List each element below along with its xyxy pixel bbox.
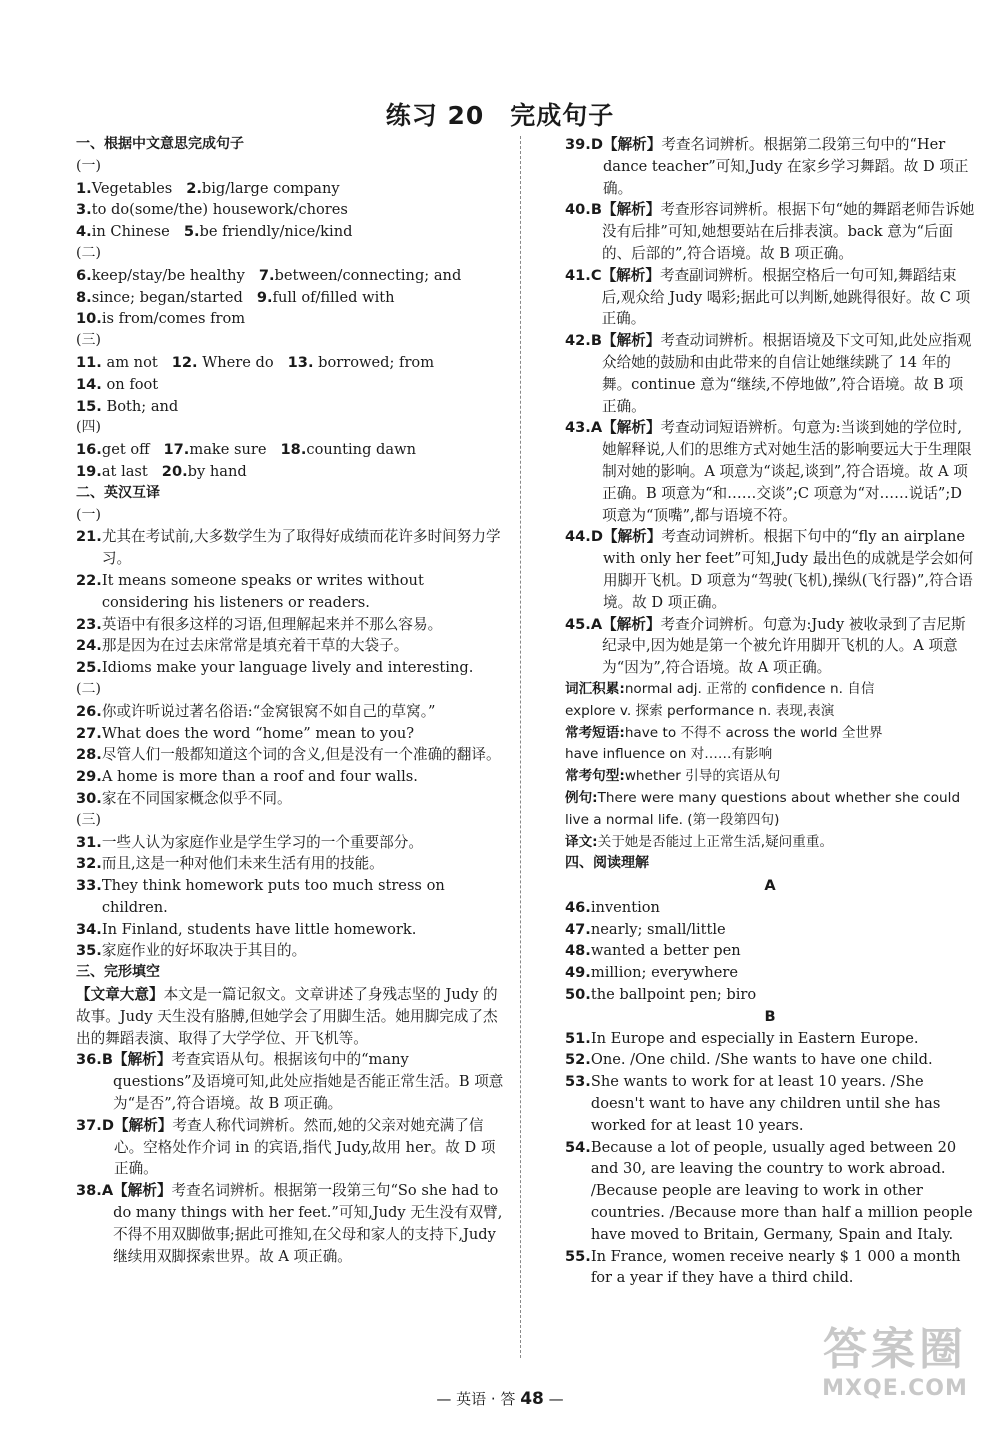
answer-item (565, 134, 975, 199)
pattern-line: whether 引导的宾语从句 (624, 768, 781, 785)
article-summary (76, 984, 506, 1049)
answer-row (76, 178, 506, 200)
item-number: 31. (76, 833, 102, 851)
answer-item (76, 744, 506, 766)
right-column (565, 134, 975, 1289)
item-text: 考查动词辨析。根据语境及下文可知,此处应指观众给她的鼓励和由此带来的自信让她继续跳了 14 年的舞。continue 意为“继续,不停地做”,符合语境。故 B 项正确。 (601, 332, 972, 415)
item-number: 6. (76, 266, 92, 284)
answer-item (565, 1246, 975, 1290)
analysis-tag: 【解析】 (601, 332, 661, 350)
item-text: In Finland, students have little homework. (101, 920, 417, 938)
item-number: 50. (565, 986, 591, 1004)
item-number: 44.D (565, 528, 603, 546)
item-number: 9. (256, 288, 273, 306)
item-number: 13. (287, 353, 314, 371)
analysis-tag: 【解析】 (113, 1116, 173, 1134)
item-number: 19. (76, 462, 102, 480)
column-divider (520, 136, 521, 1358)
item-number: 41.C (565, 266, 602, 284)
answer-item (565, 526, 975, 613)
item-number: 28. (76, 746, 102, 764)
answer-item (76, 940, 506, 962)
item-text: million; everywhere (590, 964, 738, 982)
analysis-tag: 【解析】 (602, 615, 661, 633)
item-number: 25. (76, 659, 102, 677)
watermark-logo (800, 1324, 990, 1416)
vocab-line: explore v. 探索 performance n. 表现,表演 (565, 702, 835, 719)
item-number: 53. (565, 1073, 591, 1091)
watermark-url: MXQE.COM (822, 1376, 968, 1401)
item-text: They think homework puts too much stress on children. (101, 877, 445, 916)
answer-item (76, 1115, 506, 1180)
item-text: on foot (106, 375, 159, 393)
item-number: 54. (565, 1138, 591, 1156)
item-text: counting dawn (306, 441, 416, 459)
answer-item (76, 1049, 506, 1114)
item-number: 5. (183, 223, 200, 241)
answer-item (565, 1028, 975, 1050)
item-text: keep/stay/be healthy (91, 266, 245, 284)
section-heading: 一、根据中文意思完成句子 (76, 136, 244, 152)
answer-item (565, 940, 975, 962)
answer-item (565, 897, 975, 919)
item-number: 27. (76, 724, 102, 742)
item-text: 尽管人们一般都知道这个词的含义,但是没有一个准确的翻译。 (101, 746, 501, 764)
item-text: 家在不同国家概念似乎不同。 (101, 789, 292, 807)
item-number: 33. (76, 877, 102, 895)
answer-row (76, 265, 506, 287)
item-number: 36.B (76, 1051, 113, 1069)
item-text: 考查动词辨析。根据下句中的“fly an airplane with only her feet”可知,Judy 最出色的成就是学会如何用脚开飞机。D 项意为“驾驶(飞机),操纵(飞行器)”,符合语境。故 D 项正确。 (602, 528, 974, 611)
item-text: wanted a better pen (590, 942, 741, 960)
item-text: 考查副词辨析。根据空格后一句可知,舞蹈结束后,观众给 Judy 喝彩;据此可以判断,她跳得很好。故 C 项正确。 (601, 266, 971, 328)
passage-label: A (764, 877, 776, 895)
item-number: 18. (280, 441, 307, 459)
footer-subject: 英语 · 答 (456, 1390, 516, 1408)
item-text: Vegetables (91, 179, 173, 197)
watermark-text: 答案圈 (823, 1324, 967, 1375)
answer-item (76, 701, 506, 723)
phrase-line: have to 不得不 across the world 全世界 (624, 724, 883, 741)
group-label: (二) (76, 680, 101, 697)
item-number: 43.A (565, 419, 603, 437)
item-text: am not (106, 353, 158, 371)
item-text: Where do (202, 353, 274, 371)
answer-item (565, 330, 975, 417)
group-label: (二) (76, 244, 101, 261)
answer-item (76, 614, 506, 636)
answer-item (565, 1137, 975, 1246)
section-heading: 二、英汉互译 (76, 484, 160, 501)
item-text: In Europe and especially in Eastern Europe. (590, 1029, 919, 1047)
item-text: 考查名词辨析。根据第二段第三句中的“Her dance teacher”可知,Judy 在家乡学习舞蹈。故 D 项正确。 (602, 136, 969, 197)
item-text: since; began/started (91, 288, 243, 306)
item-text: 考查动词短语辨析。句意为:当谈到她的学位时,她解释说,人们的思维方式对她生活的影响要远大于生理限制对她的影响。A 项意为“谈起,谈到”,符合语境。故 A 项正确。B 项意为“和……交谈”;C 项意为“对……说话”;D 项意为“顶嘴”,都与语境不符。 (602, 419, 972, 524)
answer-row (76, 199, 506, 221)
item-text: borrowed; from (318, 353, 435, 371)
pattern-tag: 常考句型: (565, 768, 625, 785)
item-text: 而且,这是一种对他们未来生活有用的技能。 (101, 855, 384, 873)
answer-item (76, 919, 506, 941)
answer-item (76, 723, 506, 745)
item-number: 46. (565, 898, 591, 916)
item-number: 45.A (565, 615, 603, 633)
group-label: (四) (76, 419, 101, 436)
item-number: 32. (76, 855, 102, 873)
analysis-tag: 【解析】 (602, 528, 662, 546)
answer-item (565, 417, 975, 526)
item-text: 一些人认为家庭作业是学生学习的一个重要部分。 (101, 833, 423, 851)
passage-label: B (764, 1007, 776, 1025)
answer-row (76, 461, 506, 483)
summary-text: 本文是一篇记叙文。文章讲述了身残志坚的 Judy 的故事。Judy 天生没有胳膊,但她学会了用脚生活。她用脚完成了杰出的舞蹈表演、取得了大学学位、开飞机等。 (76, 986, 498, 1047)
answer-item (565, 265, 975, 330)
item-number: 16. (76, 441, 102, 459)
footer-dash: — (548, 1390, 564, 1408)
page-title (0, 96, 1000, 132)
answer-row (76, 352, 506, 374)
answer-item (565, 1071, 975, 1136)
vocabulary-box (565, 679, 975, 853)
item-text: 考查介词辨析。句意为:Judy 被收录到了吉尼斯纪录中,因为她是第一个被允许用脚开飞机的人。A 项意为“因为”,符合语境。故 A 项正确。 (602, 615, 966, 677)
analysis-tag: 【解析】 (602, 136, 662, 153)
item-number: 52. (565, 1051, 591, 1069)
item-number: 47. (565, 920, 591, 938)
item-number: 26. (76, 702, 102, 720)
item-number: 48. (565, 942, 591, 960)
item-number: 39.D (565, 136, 603, 153)
item-number: 1. (76, 179, 92, 197)
answer-item (565, 614, 975, 679)
example-sentence: There were many questions about whether she could live a normal life. (第一段第四句) (565, 789, 961, 828)
item-text: In France, women receive nearly $ 1 000 a month for a year if they have a third child. (590, 1247, 961, 1287)
item-number: 42.B (565, 332, 602, 350)
item-number: 14. (76, 375, 102, 393)
answer-row (76, 221, 506, 243)
item-text: the ballpoint pen; biro (590, 986, 757, 1004)
item-number: 24. (76, 637, 102, 655)
item-text: Idioms make your language lively and interesting. (101, 659, 474, 677)
analysis-tag: 【解析】 (113, 1182, 172, 1200)
item-text: 尤其在考试前,大多数学生为了取得好成绩而花许多时间努力学习。 (101, 528, 501, 568)
item-number: 23. (76, 615, 102, 633)
item-text: make sure (189, 441, 267, 459)
item-text: in Chinese (91, 223, 170, 241)
item-number: 55. (565, 1247, 591, 1265)
section-heading: 三、完形填空 (76, 964, 160, 981)
footer-dash: — (436, 1390, 452, 1408)
item-text: She wants to work for at least 10 years. /She doesn't want to have any children until she has worked for at least 10 years. (590, 1073, 941, 1134)
item-text: big/large company (201, 179, 340, 197)
item-number: 34. (76, 920, 102, 938)
summary-tag: 【文章大意】 (76, 986, 164, 1004)
answer-item (76, 853, 506, 875)
answer-item (76, 657, 506, 679)
answer-item (76, 526, 506, 570)
item-text: 考查宾语从句。根据该句中的“many questions”及语境可知,此处应指她是否能正常生活。B 项意为“是否”,符合语境。故 B 项正确。 (112, 1051, 504, 1113)
item-text: invention (590, 898, 660, 916)
item-number: 17. (163, 441, 190, 459)
answer-item (565, 919, 975, 941)
item-number: 10. (76, 310, 102, 328)
item-number: 49. (565, 964, 591, 982)
item-text: 你或许听说过著名俗语:“金窝银窝不如自己的草窝。” (101, 702, 436, 720)
item-number: 22. (76, 571, 102, 589)
item-number: 12. (171, 353, 198, 371)
left-column (76, 134, 506, 1267)
item-number: 29. (76, 768, 102, 786)
analysis-tag: 【解析】 (602, 419, 661, 437)
item-number: 51. (565, 1029, 591, 1047)
answer-row (76, 287, 506, 309)
item-text: at last (101, 462, 148, 480)
item-text: full of/filled with (272, 288, 395, 306)
page-number: 48 (520, 1389, 544, 1409)
item-number: 4. (76, 223, 92, 241)
item-text: 家庭作业的好坏取决于其目的。 (101, 942, 307, 960)
item-text: 考查形容词辨析。根据下句“她的舞蹈老师告诉她没有后排”可知,她想要站在后排表演。back 意为“后面的、后部的”,符合语境。故 B 项正确。 (601, 201, 975, 262)
vocab-tag: 词汇积累: (565, 680, 625, 697)
analysis-tag: 【解析】 (112, 1051, 172, 1069)
vocab-line: normal adj. 正常的 confidence n. 自信 (624, 680, 875, 697)
answer-row (76, 396, 506, 418)
exercise-title: 完成句子 (510, 101, 615, 130)
answer-item (76, 570, 506, 614)
item-number: 38.A (76, 1182, 114, 1200)
translation-tag: 译文: (565, 833, 598, 850)
item-text: 考查名词辨析。根据第一段第三句“So she had to do many things with her feet.”可知,Judy 无生没有双臂,不得不用双脚做事;据此可推知,在父母和家人的支持下,Judy 继续用双脚探索世界。故 A 项正确。 (113, 1182, 503, 1265)
item-text: A home is more than a roof and four walls. (101, 768, 418, 786)
group-label: (一) (76, 506, 101, 523)
analysis-tag: 【解析】 (601, 201, 661, 219)
answer-row (76, 308, 506, 330)
item-text: 考查人称代词辨析。然而,她的父亲对她充满了信心。空格处作介词 in 的宾语,指代 Judy,故用 her。故 D 项正确。 (113, 1116, 496, 1178)
group-label: (三) (76, 811, 101, 828)
item-number: 21. (76, 528, 102, 546)
item-number: 40.B (565, 201, 602, 219)
item-text: It means someone speaks or writes without considering his listeners or readers. (101, 571, 424, 611)
item-number: 20. (161, 462, 188, 480)
item-text: to do(some/the) housework/chores (91, 201, 348, 219)
item-number: 11. (76, 353, 102, 371)
item-text: is from/comes from (101, 310, 246, 328)
answer-item (565, 962, 975, 984)
example-tag: 例句: (565, 789, 598, 806)
item-number: 8. (76, 288, 92, 306)
item-number: 7. (258, 266, 275, 284)
item-text: One. /One child. /She wants to have one child. (590, 1051, 933, 1069)
answer-item (76, 875, 506, 919)
answer-item (76, 1180, 506, 1267)
item-number: 3. (76, 201, 92, 219)
answer-item (76, 635, 506, 657)
answer-item (76, 788, 506, 810)
answer-item (76, 832, 506, 854)
item-text: nearly; small/little (590, 920, 726, 938)
item-text: get off (101, 441, 150, 459)
phrase-line: have influence on 对……有影响 (565, 746, 773, 763)
item-text: be friendly/nice/kind (199, 223, 353, 241)
item-text: Both; and (106, 397, 179, 415)
answer-item (565, 1049, 975, 1071)
answer-item (565, 984, 975, 1006)
group-label: (三) (76, 332, 101, 349)
analysis-tag: 【解析】 (601, 266, 660, 284)
item-number: 15. (76, 397, 102, 415)
group-label: (一) (76, 157, 101, 174)
item-number: 30. (76, 789, 102, 807)
exercise-number: 练习 20 (385, 101, 485, 130)
item-number: 2. (186, 179, 202, 197)
item-text: between/connecting; and (274, 266, 462, 284)
item-text: 那是因为在过去床常常是填充着干草的大袋子。 (101, 637, 409, 655)
translation-text: 关于她是否能过上正常生活,疑问重重。 (597, 833, 834, 850)
item-number: 35. (76, 942, 102, 960)
item-text: 英语中有很多这样的习语,但理解起来并不那么容易。 (101, 615, 443, 633)
section-heading: 四、阅读理解 (565, 855, 649, 872)
answer-item (76, 766, 506, 788)
item-text: Because a lot of people, usually aged between 20 and 30, are leaving the country to work abroad. /Because people are leaving to work in other countries. /Because more than half a million people have moved to Britain, Germany, Spain and Italy. (590, 1138, 973, 1243)
phrase-tag: 常考短语: (565, 724, 625, 741)
item-text: What does the word “home” mean to you? (101, 724, 415, 742)
answer-row (76, 439, 506, 461)
item-number: 37.D (76, 1116, 114, 1134)
answer-item (565, 199, 975, 264)
item-text: by hand (187, 462, 247, 480)
answer-row (76, 374, 506, 396)
